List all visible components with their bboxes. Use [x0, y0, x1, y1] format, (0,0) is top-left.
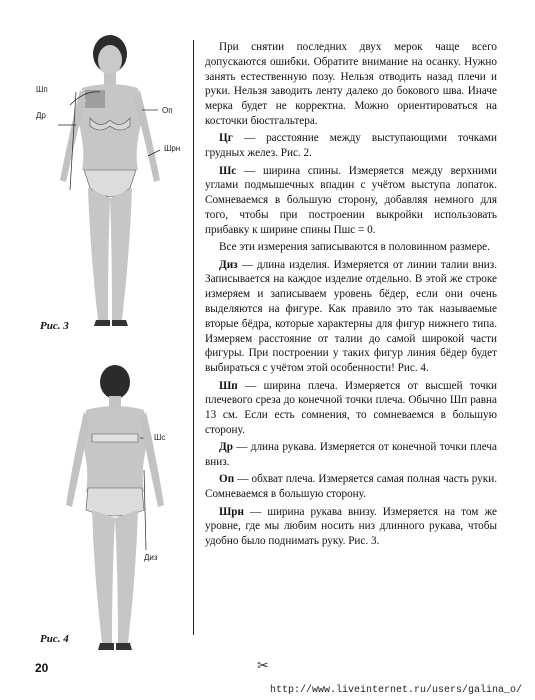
figure-4-caption: Рис. 4 — [40, 633, 69, 645]
label-shs: Шс — [154, 433, 166, 442]
label-dr: Др — [36, 111, 46, 120]
watermark-url: http://www.liveinternet.ru/users/galina_o/ — [270, 685, 523, 696]
label-op: Оп — [162, 106, 173, 115]
paragraph-op: Оп — обхват плеча. Измеряется самая полная часть руки. Сомневаемся в большую сторону. — [205, 473, 497, 501]
paragraph-intro: При снятии последних двух мерок чаще всего допускаются ошибки. Обратите внимание на осанку. Нужно занять естественную позу. Нельзя отводить назад плечи и руки. Нельзя заводить ленту далеко до бокового шва. Иначе мерка будет не корректна. Можно ориентироваться на косточки бюстгальтера. — [205, 41, 497, 127]
paragraph-cg: Цг — расстояние между выступающими точками грудных желез. Рис. 2. — [205, 132, 497, 160]
label-shrn: Шрн — [164, 144, 181, 153]
page-number: 20 — [35, 661, 49, 675]
paragraph-dr: Др — длина рукава. Измеряется от конечной точки плеча вниз. — [205, 441, 497, 469]
label-shp: Шп — [36, 85, 48, 94]
body-text — [205, 40, 497, 552]
paragraph-shrn: Шрн — ширина рукава внизу. Измеряется на том же уровне, где мы любим носить низ длинного рукава, чтобы удобно было поднимать руку. Рис. 3. — [205, 505, 497, 548]
column-divider — [193, 40, 194, 635]
paragraph-shp: Шп — ширина плеча. Измеряется от высшей точки плечевого среза до конечной точки плеча. Обычно Шп равна 13 см. Если есть сомнения, то сомневаемся в большую сторону. — [205, 379, 497, 436]
scissors-icon: ✂ — [257, 659, 269, 674]
paragraph-shs: Шс — ширина спины. Измеряется между верхними углами подмышечных впадин с учётом выступа лопаток. Сомневаемся в большую сторону, добавляя немного для того, чтобы при построении выкройки использовать прибавку к ширине спины Пшс = 0. — [205, 164, 497, 236]
label-diz: Диз — [144, 553, 158, 562]
figure-front-body — [30, 30, 190, 330]
paragraph-diz: Диз — длина изделия. Измеряется от линии талии вниз. Записывается на каждое изделие отдельно. В этой же строке измеряем и записываем уровень бёдер, если они очень выделяются на фигуре. Как правило это так называемые вторые бёдра, которые характерны для фигур нижнего типа. Измеряем расстояние от талии до самой широкой части фигуры. При построении у таких фигур линия бёдер будет выбираться с учётом этой особенности! Рис. 4. — [205, 258, 497, 375]
figure-3-caption: Рис. 3 — [40, 320, 69, 332]
figure-back-body — [40, 360, 190, 655]
paragraph-note: Все эти измерения записываются в половинном размере. — [219, 241, 490, 254]
